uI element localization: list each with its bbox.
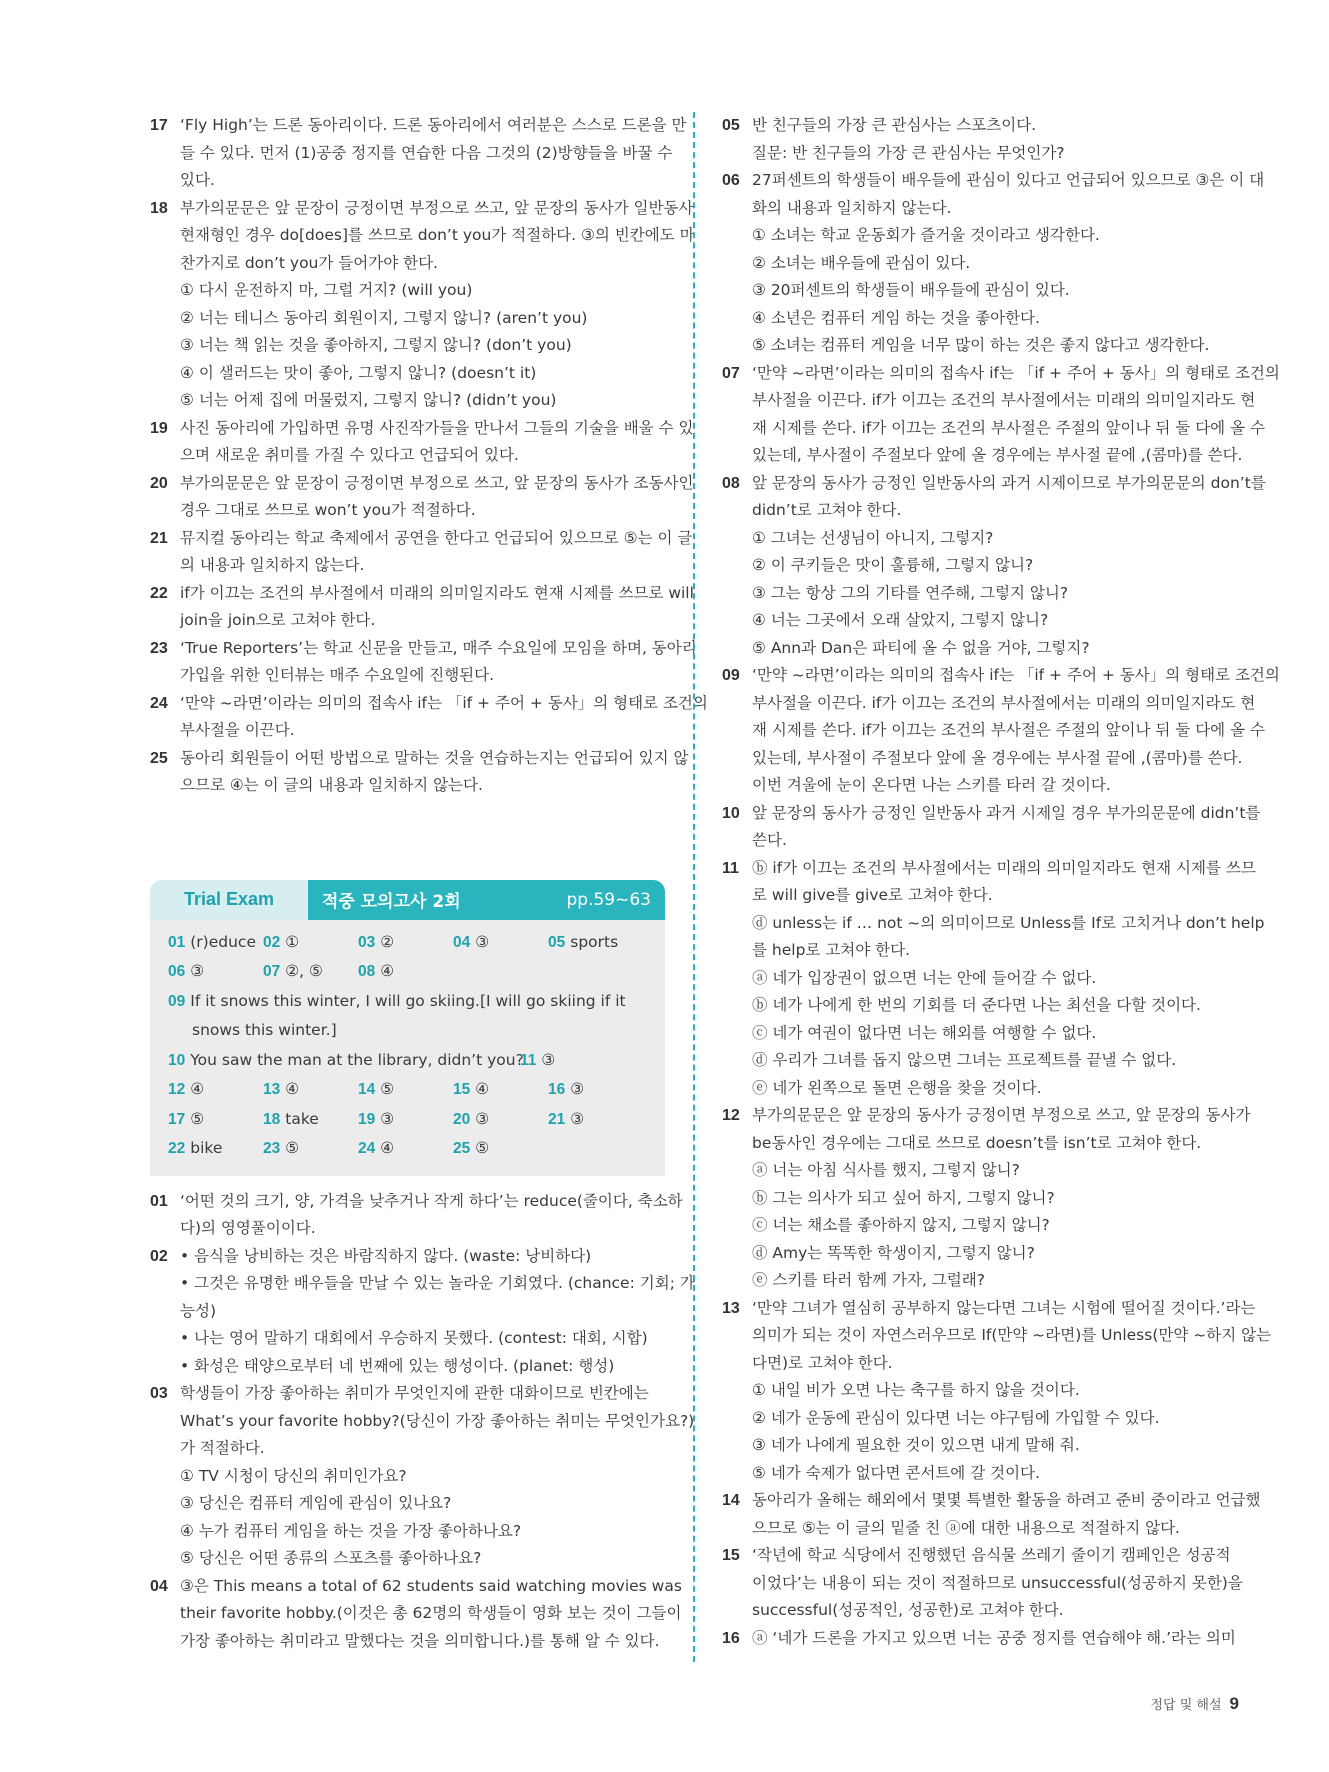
answer-cell — [168, 1075, 263, 1105]
question-number: 17 — [150, 117, 168, 134]
answer-number: 22 — [168, 1140, 186, 1157]
explanation-line: 으므로 ④는 이 글의 내용과 일치하지 않는다. — [180, 776, 483, 794]
answer-number: 23 — [263, 1140, 281, 1157]
explanation-line: 의미가 되는 것이 자연스러우므로 If(만약 ~라면)를 Unless(만약 ~하지 않는 — [752, 1326, 1272, 1344]
explanation-line: ⑤ Ann과 Dan은 파티에 올 수 없을 거야, 그렇지? — [752, 638, 1090, 657]
explanation-line: ‘작년에 학교 식당에서 진행했던 음식물 쓰레기 줄이기 캠페인은 성공적 — [752, 1546, 1231, 1564]
explanation-line: ⓐ 네가 입장권이 없으면 너는 안에 들어갈 수 없다. — [752, 968, 1097, 987]
explanation-line: ⑤ 너는 어제 집에 머물렀지, 그렇지 않니? (didn’t you) — [180, 391, 557, 409]
page-number: 9 — [1229, 1694, 1239, 1713]
explanation-line: 질문: 반 친구들의 가장 큰 관심사는 무엇인가? — [752, 143, 1065, 162]
explanation-line: 현재형인 경우 do[does]를 쓰므로 don’t you가 적절하다. ③의 빈칸에도 마 — [180, 226, 695, 244]
answer-number: 17 — [168, 1110, 186, 1128]
explanation-line: ‘어떤 것의 크기, 양, 가격을 낮추거나 작게 하다’는 reduce(줄이다, 축소하 — [180, 1191, 683, 1210]
answer-number: 14 — [358, 1081, 376, 1098]
explanation-line: ‘만약 ~라면’이라는 의미의 접속사 if는 「if + 주어 + 동사」의 형태로 조건의 — [752, 666, 1280, 684]
explanation-line: 화의 내용과 일치하지 않는다. — [752, 198, 952, 217]
question-number: 18 — [150, 199, 168, 217]
answer-cell — [453, 928, 548, 958]
explanation-line: ④ 소년은 컴퓨터 게임 하는 것을 좋아한다. — [752, 308, 1040, 327]
explanation-line: 능성) — [180, 1301, 216, 1320]
explanation-item — [150, 1380, 695, 1573]
explanation-line: ③ 20퍼센트의 학생들이 배우들에 관심이 있다. — [752, 281, 1070, 299]
explanation-line: 사진 동아리에 가입하면 유명 사진작가들을 만나서 그들의 기술을 배울 수 있 — [180, 418, 694, 437]
answer-number: 18 — [263, 1110, 281, 1128]
trial-exam-title: 적중 모의고사 2회 — [322, 892, 461, 912]
explanation-item — [722, 1295, 1272, 1488]
explanation-line: 있는데, 부사절이 주절보다 앞에 올 경우에는 부사절 끝에 ,(콤마)를 쓴다. — [752, 748, 1243, 767]
explanation-line: 있는데, 부사절이 주절보다 앞에 올 경우에는 부사절 끝에 ,(콤마)를 쓴다. — [752, 446, 1243, 464]
explanation-item — [722, 1487, 1261, 1542]
explanation-line: 들 수 있다. 먼저 (1)공중 정지를 연습한 다음 그것의 (2)방향들을 바꿀 수 — [180, 143, 673, 162]
answer-value: ① — [285, 932, 300, 951]
question-number: 22 — [150, 584, 168, 602]
question-number: 23 — [150, 639, 168, 657]
question-number: 14 — [722, 1492, 740, 1509]
explanation-list — [150, 112, 708, 800]
answer-number: 05 — [548, 933, 566, 951]
explanation-item — [722, 855, 1265, 1103]
answer-cell — [548, 1075, 643, 1105]
explanation-line: What’s your favorite hobby?(당신이 가장 좋아하는 취미는 무엇인가요?) — [180, 1411, 695, 1430]
answer-value: bike — [190, 1139, 223, 1157]
explanation-line: ‘만약 ~라면’이라는 의미의 접속사 if는 「if + 주어 + 동사」의 형태로 조건의 — [180, 693, 708, 712]
explanation-item — [150, 690, 708, 745]
answer-value: snows this winter.] — [192, 1021, 337, 1039]
explanation-line: 앞 문장의 동사가 긍정인 일반동사의 과거 시제이므로 부가의문문의 don’t를 — [752, 473, 1266, 492]
explanation-line: ‘Fly High’는 드론 동아리이다. 드론 동아리에서 여러분은 스스로 드론을 만 — [180, 116, 687, 134]
question-number: 03 — [150, 1385, 168, 1402]
answer-cell — [168, 1134, 263, 1164]
explanation-line: ⓓ 우리가 그녀를 돕지 않으면 그녀는 프로젝트를 끝낼 수 없다. — [752, 1051, 1177, 1069]
answer-number: 01 — [168, 933, 186, 951]
question-number: 20 — [150, 474, 168, 492]
question-number: 06 — [722, 172, 740, 189]
explanation-item — [150, 1243, 695, 1381]
answer-value: take — [285, 1109, 319, 1128]
answer-row — [168, 928, 647, 958]
explanation-line: 반 친구들의 가장 큰 관심사는 스포츠이다. — [752, 116, 1037, 134]
answer-row — [168, 1046, 647, 1076]
explanation-line: 재 시제를 쓴다. if가 이끄는 조건의 부사절은 주절의 앞이나 뒤 둘 다에 올 수 — [752, 721, 1265, 739]
answer-cell — [263, 1075, 358, 1105]
trial-exam-answer-box — [150, 880, 665, 1176]
answer-number: 15 — [453, 1081, 471, 1098]
explanation-line: ① 다시 운전하지 마, 그럴 거지? (will you) — [180, 281, 473, 299]
explanation-line: ⓑ 네가 나에게 한 번의 기회를 더 준다면 나는 최선을 다할 것이다. — [752, 996, 1201, 1014]
answer-value: ② — [380, 932, 395, 951]
explanation-line: 경우 그대로 쓰므로 won’t you가 적절하다. — [180, 501, 476, 519]
answer-value: ②, ⑤ — [285, 962, 323, 980]
answer-value: ⑤ — [190, 1109, 205, 1128]
answer-number: 06 — [168, 963, 186, 980]
answer-value: ④ — [285, 1080, 300, 1098]
answer-value: If it snows this winter, I will go skiing.[I will go skiing if it — [190, 991, 626, 1010]
explanation-line: 으므로 ⑤는 이 글의 밑줄 친 ⓐ에 대한 내용으로 적절하지 않다. — [752, 1518, 1180, 1537]
answer-cell — [168, 1046, 524, 1076]
explanation-line: ⓑ if가 이끄는 조건의 부사절에서는 미래의 의미일지라도 현재 시제를 쓰므 — [752, 858, 1256, 877]
question-number: 10 — [722, 804, 740, 822]
answer-value: ④ — [380, 1139, 395, 1157]
answer-cell — [548, 928, 643, 958]
answer-row — [168, 1105, 647, 1135]
explanation-line: 가장 좋아하는 취미라고 말했다는 것을 의미합니다.)를 통해 알 수 있다. — [180, 1631, 660, 1650]
explanation-line: ⓓ unless는 if … not ~의 의미이므로 Unless를 If로 고치거나 don’t help — [752, 913, 1265, 932]
trial-exam-label: Trial Exam — [150, 880, 308, 920]
question-number: 19 — [150, 419, 168, 437]
answer-row — [168, 987, 647, 1017]
answer-row — [168, 957, 647, 987]
answer-value: sports — [570, 932, 619, 951]
question-number: 01 — [150, 1192, 168, 1210]
explanation-line: 로 will give를 give로 고쳐야 한다. — [752, 886, 993, 904]
explanation-line: ④ 너는 그곳에서 오래 살았지, 그렇지 않니? — [752, 611, 1049, 629]
trial-exam-pages: pp.59~63 — [566, 889, 651, 910]
explanation-list — [150, 1188, 695, 1656]
question-number: 12 — [722, 1107, 740, 1124]
answer-cell — [263, 928, 358, 958]
explanation-line: 를 help로 고쳐야 한다. — [752, 941, 911, 959]
explanation-item — [150, 745, 689, 800]
explanation-line: ⑤ 소녀는 컴퓨터 게임을 너무 많이 하는 것은 좋지 않다고 생각한다. — [752, 336, 1210, 354]
explanation-line: ‘True Reporters’는 학교 신문을 만들고, 매주 수요일에 모임을 하며, 동아리 — [180, 638, 697, 657]
explanation-line: ④ 누가 컴퓨터 게임을 하는 것을 가장 좋아하나요? — [180, 1521, 522, 1540]
explanation-item — [722, 470, 1266, 663]
explanation-line: their favorite hobby.(이것은 총 62명의 학생들이 영화 보는 것이 그들이 — [180, 1604, 682, 1622]
question-number: 16 — [722, 1629, 740, 1647]
answer-cell — [358, 957, 453, 987]
explanation-line: ‘만약 그녀가 열심히 공부하지 않는다면 그녀는 시험에 떨어질 것이다.’라는 — [752, 1298, 1256, 1317]
answer-cell — [358, 1075, 453, 1105]
explanation-line: 부가의문문은 앞 문장의 동사가 긍정이면 부정으로 쓰고, 앞 문장의 동사가 — [752, 1106, 1251, 1124]
left-column — [150, 112, 708, 1655]
answer-row — [168, 1134, 647, 1164]
explanation-item — [150, 580, 694, 635]
explanation-line: ② 네가 운동에 관심이 있다면 너는 야구팀에 가입할 수 있다. — [752, 1408, 1160, 1427]
answer-value: ③ — [475, 1109, 490, 1128]
answer-value: ③ — [570, 1080, 585, 1098]
explanation-line: • 그것은 유명한 배우들을 만날 수 있는 놀라운 기회였다. (chance: 기회; 가 — [180, 1274, 695, 1292]
explanation-line: ⑤ 네가 숙제가 없다면 콘서트에 갈 것이다. — [752, 1463, 1040, 1482]
answer-number: 07 — [263, 963, 281, 980]
answer-cell — [263, 957, 358, 987]
explanation-line: 부가의문문은 앞 문장이 긍정이면 부정으로 쓰고, 앞 문장의 동사가 일반동사 — [180, 198, 694, 217]
explanation-line: ⓑ 그는 의사가 되고 싶어 하지, 그렇지 않니? — [752, 1188, 1055, 1207]
answer-number: 16 — [548, 1081, 566, 1098]
question-number: 24 — [150, 694, 168, 712]
explanation-item — [150, 635, 697, 690]
explanation-line: ‘만약 ~라면’이라는 의미의 접속사 if는 「if + 주어 + 동사」의 형태로 조건의 — [752, 363, 1280, 382]
answer-cell — [263, 1134, 358, 1164]
explanation-item — [722, 112, 1240, 167]
explanation-item — [150, 112, 687, 195]
explanation-line: join을 join으로 고쳐야 한다. — [180, 611, 376, 629]
explanation-line: 부사절을 이끈다. — [180, 721, 295, 739]
explanation-line: • 음식을 낭비하는 것은 바람직하지 않다. (waste: 낭비하다) — [180, 1246, 592, 1265]
answer-number: 20 — [453, 1110, 471, 1128]
explanation-item — [150, 1573, 682, 1656]
explanation-line: 27퍼센트의 학생들이 배우들에 관심이 있다고 언급되어 있으므로 ③은 이 대 — [752, 171, 1265, 189]
explanation-line: didn’t로 고쳐야 한다. — [752, 501, 902, 519]
explanation-line: ② 소녀는 배우들에 관심이 있다. — [752, 253, 971, 272]
answer-value: ④ — [380, 962, 395, 980]
explanation-line: 쓴다. — [752, 831, 787, 849]
explanation-line: ③은 This means a total of 62 students said watching movies was — [180, 1576, 682, 1595]
answer-cell — [168, 957, 263, 987]
explanation-line: ③ 너는 책 읽는 것을 좋아하지, 그렇지 않니? (don’t you) — [180, 336, 572, 354]
explanation-line: ⓔ 네가 왼쪽으로 돌면 은행을 찾을 것이다. — [752, 1078, 1042, 1097]
explanation-line: 이번 겨울에 눈이 온다면 나는 스키를 타러 갈 것이다. — [752, 776, 1111, 794]
question-number: 04 — [150, 1577, 168, 1595]
answer-number: 13 — [263, 1081, 281, 1098]
answer-number: 25 — [453, 1140, 471, 1157]
answer-row — [168, 1075, 647, 1105]
explanation-line: 찬가지로 don’t you가 들어가야 한다. — [180, 253, 438, 272]
explanation-line: 다)의 영영풀이이다. — [180, 1219, 316, 1237]
answer-cell — [453, 1105, 548, 1135]
explanation-line: 의 내용과 일치하지 않는다. — [180, 556, 365, 574]
explanation-item — [150, 470, 694, 525]
explanation-item — [150, 1188, 683, 1243]
answer-row — [168, 1016, 647, 1046]
footer-label: 정답 및 해설 — [1150, 1698, 1222, 1713]
explanation-line: 뮤지컬 동아리는 학교 축제에서 공연을 한다고 언급되어 있으므로 ⑤는 이 글 — [180, 528, 693, 547]
page-footer — [1150, 1694, 1239, 1714]
answer-cell — [520, 1046, 555, 1076]
answer-number: 09 — [168, 992, 186, 1010]
explanation-item — [722, 662, 1280, 800]
explanation-item — [722, 1102, 1251, 1295]
explanation-line: 가입을 위한 인터뷰는 매주 수요일에 진행된다. — [180, 666, 495, 684]
explanation-item — [722, 167, 1265, 360]
question-number: 21 — [150, 529, 168, 547]
explanation-line: ⓒ 너는 채소를 좋아하지 않지, 그렇지 않니? — [752, 1216, 1050, 1234]
explanation-list — [722, 112, 1280, 1652]
explanation-line: 으며 새로운 취미를 가질 수 있다고 언급되어 있다. — [180, 446, 519, 464]
explanation-line: 있다. — [180, 171, 215, 189]
answer-cell — [358, 1134, 453, 1164]
answer-number: 12 — [168, 1081, 186, 1098]
answer-cell — [548, 1105, 643, 1135]
explanation-line: • 나는 영어 말하기 대회에서 우승하지 못했다. (contest: 대회, 시합) — [180, 1329, 648, 1347]
explanation-line: 부사절을 이끈다. if가 이끄는 조건의 부사절에서는 미래의 의미일지라도 현 — [752, 391, 1256, 409]
explanation-line: 동아리가 올해는 해외에서 몇몇 특별한 활동을 하려고 준비 중이라고 언급했 — [752, 1491, 1261, 1509]
answer-number: 10 — [168, 1051, 186, 1069]
explanation-item — [150, 195, 695, 415]
answer-cell — [358, 1105, 453, 1135]
explanation-line: if가 이끄는 조건의 부사절에서 미래의 의미일지라도 현재 시제를 쓰므로 will — [180, 583, 694, 602]
column-divider — [693, 112, 695, 1662]
explanation-line: ⓓ Amy는 똑똑한 학생이지, 그렇지 않니? — [752, 1243, 1035, 1262]
question-number: 13 — [722, 1299, 740, 1317]
answer-value: (r)educe — [190, 932, 256, 951]
explanation-item — [722, 800, 1261, 855]
answer-cell — [358, 928, 453, 958]
explanation-line: 이었다’는 내용이 되는 것이 적절하므로 unsuccessful(성공하지 못한)을 — [752, 1573, 1243, 1592]
explanation-line: 다면)로 고쳐야 한다. — [752, 1353, 893, 1372]
question-number: 09 — [722, 667, 740, 684]
answer-value: ③ — [380, 1109, 395, 1128]
explanation-line: ① TV 시청이 당신의 취미인가요? — [180, 1466, 407, 1485]
answer-number: 21 — [548, 1110, 566, 1128]
answer-cell — [453, 1134, 548, 1164]
question-number: 07 — [722, 364, 740, 382]
question-number: 11 — [722, 859, 739, 877]
explanation-line: ⓐ 너는 아침 식사를 했지, 그렇지 않니? — [752, 1161, 1020, 1179]
answer-cell — [263, 1105, 358, 1135]
explanation-item — [722, 1625, 1240, 1653]
answer-cell — [168, 1105, 263, 1135]
answer-value: ③ — [190, 962, 205, 980]
answer-value: ⑤ — [475, 1139, 490, 1157]
answer-number: 19 — [358, 1110, 376, 1128]
explanation-line: ① 내일 비가 오면 나는 축구를 하지 않을 것이다. — [752, 1381, 1080, 1399]
answer-value: ④ — [475, 1080, 490, 1098]
right-column — [722, 112, 1280, 1652]
explanation-item — [722, 1542, 1243, 1625]
explanation-line: 재 시제를 쓴다. if가 이끄는 조건의 부사절은 주절의 앞이나 뒤 둘 다에 올 수 — [752, 418, 1265, 437]
explanation-line: ① 소녀는 학교 운동회가 즐거울 것이라고 생각한다. — [752, 226, 1100, 244]
explanation-line: • 화성은 태양으로부터 네 번째에 있는 행성이다. (planet: 행성) — [180, 1356, 615, 1375]
explanation-line: ④ 이 샐러드는 맛이 좋아, 그렇지 않니? (doesn’t it) — [180, 363, 537, 382]
answer-number: 11 — [520, 1051, 537, 1069]
answer-key — [150, 920, 665, 1176]
explanation-line: ⓐ ‘네가 드론을 가지고 있으면 너는 공중 정지를 연습해야 해.’라는 의미 — [752, 1628, 1236, 1647]
answer-cell — [453, 1075, 548, 1105]
explanation-item — [150, 525, 693, 580]
explanation-line: ③ 네가 나에게 필요한 것이 있으면 내게 말해 줘. — [752, 1436, 1080, 1454]
answer-number: 24 — [358, 1140, 376, 1157]
answer-value: ③ — [570, 1109, 585, 1128]
answer-value: You saw the man at the library, didn’t you? — [190, 1050, 524, 1069]
explanation-line: ③ 그는 항상 그의 기타를 연주해, 그렇지 않니? — [752, 583, 1069, 602]
question-number: 02 — [150, 1247, 168, 1265]
explanation-line: 가 적절하다. — [180, 1439, 265, 1457]
answer-value: ③ — [541, 1050, 556, 1069]
answer-value: ⑤ — [285, 1139, 300, 1157]
explanation-line: 학생들이 가장 좋아하는 취미가 무엇인지에 관한 대화이므로 빈칸에는 — [180, 1384, 649, 1402]
explanation-item — [150, 415, 694, 470]
trial-exam-header — [150, 880, 665, 920]
explanation-line: successful(성공적인, 성공한)로 고쳐야 한다. — [752, 1601, 1064, 1619]
question-number: 05 — [722, 117, 740, 134]
explanation-line: ⓔ 스키를 타러 함께 가자, 그럴래? — [752, 1271, 985, 1289]
question-number: 08 — [722, 474, 740, 492]
question-number: 25 — [150, 749, 168, 767]
explanation-line: ⑤ 당신은 어떤 종류의 스포츠를 좋아하나요? — [180, 1549, 482, 1567]
explanation-item — [722, 360, 1280, 470]
explanation-line: ③ 당신은 컴퓨터 게임에 관심이 있나요? — [180, 1494, 452, 1512]
explanation-line: 부가의문문은 앞 문장이 긍정이면 부정으로 쓰고, 앞 문장의 동사가 조동사인 — [180, 473, 694, 492]
question-number: 15 — [722, 1547, 740, 1564]
explanation-line: 동아리 회원들이 어떤 방법으로 말하는 것을 연습하는지는 언급되어 있지 않 — [180, 748, 689, 767]
explanation-line: ② 이 쿠키들은 맛이 훌륭해, 그렇지 않니? — [752, 556, 1034, 574]
answer-value: ⑤ — [380, 1080, 395, 1098]
explanation-line: ⓒ 네가 여권이 없다면 너는 해외를 여행할 수 없다. — [752, 1023, 1097, 1042]
answer-number: 04 — [453, 933, 471, 951]
explanation-line: 앞 문장의 동사가 긍정인 일반동사 과거 시제일 경우 부가의문문에 didn’t를 — [752, 803, 1261, 822]
answer-number: 08 — [358, 963, 376, 980]
answer-value: ③ — [475, 932, 490, 951]
answer-number: 03 — [358, 933, 376, 951]
explanation-line: be동사인 경우에는 그대로 쓰므로 doesn’t를 isn’t로 고쳐야 한다. — [752, 1133, 1202, 1152]
answer-cell — [168, 928, 263, 958]
explanation-line: ② 너는 테니스 동아리 회원이지, 그렇지 않니? (aren’t you) — [180, 308, 588, 327]
explanation-line: 부사절을 이끈다. if가 이끄는 조건의 부사절에서는 미래의 의미일지라도 현 — [752, 693, 1256, 712]
answer-number: 02 — [263, 933, 281, 951]
explanation-line: ① 그녀는 선생님이 아니지, 그렇지? — [752, 528, 994, 547]
answer-value: ④ — [190, 1080, 205, 1098]
